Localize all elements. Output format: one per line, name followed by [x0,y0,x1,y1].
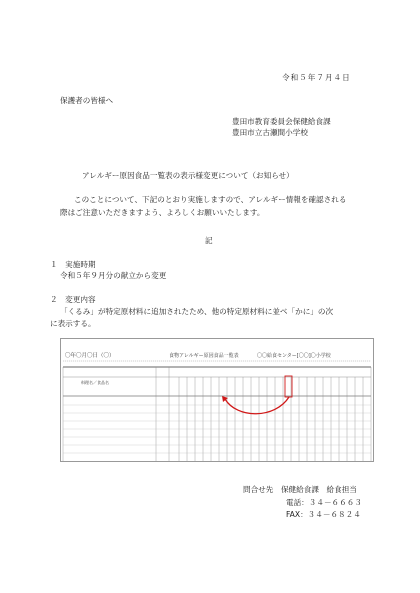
recipient: 保護者の皆様へ [60,96,114,105]
contact-fax: FAX：３４－６８２４ [286,510,361,519]
section2-line-1: 「くるみ」が特定原材料に追加されたため、他の特定原材料に並べ「かに」の次 [60,307,334,316]
contact-tel: 電話：３４－６６６３ [286,498,362,507]
allergy-sheet-figure [60,338,374,462]
sheet-date: 〇年〇月〇日（〇） [65,353,115,359]
sender-department: 豊田市教育委員会保健給食課 [232,117,331,126]
move-arrow-curve [225,397,289,414]
sheet-title: 食物アレルギー原因食品一覧表 [169,353,239,359]
ki-heading: 記 [205,236,213,245]
allergy-sheet-drawing [61,339,373,461]
sheet-grid-rows [63,405,371,453]
contact-label: 問合せ先 保健給食課 給食担当 [243,485,357,494]
section1-content: 令和５年９月分の献立から変更 [60,271,167,280]
document-date: 令和５年７月４日 [282,73,351,82]
sheet-center: 〇〇給食センター[〇〇]〇小学校 [257,353,331,359]
section1-heading: １ 実施時期 [50,260,96,269]
body-line-2: 際はご注意いただきますよう、よろしくお願いいたします。 [60,208,265,217]
sheet-grid-columns [63,367,371,461]
section2-heading: ２ 変更内容 [50,295,96,304]
section2-line-2: に表示する。 [50,319,96,328]
sender-school: 豊田市立古瀬間小学校 [232,128,308,137]
notice-title: アレルギー原因食品一覧表の表示様変更について（お知らせ） [82,171,294,180]
body-line-1: このことについて、下記のとおり実施しますので、アレルギー情報を確認される [74,195,347,204]
sheet-column-header: 料理名／食品名 [81,380,109,385]
